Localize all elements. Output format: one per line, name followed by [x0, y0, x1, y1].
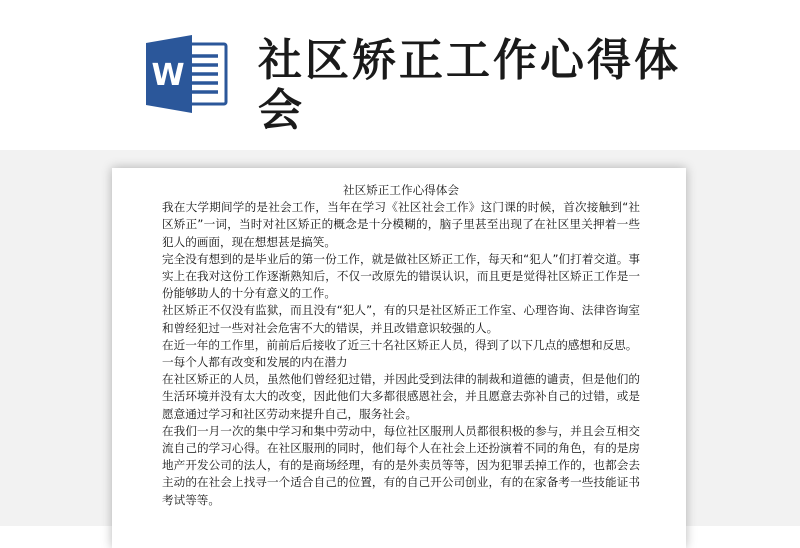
word-app-icon — [146, 35, 228, 113]
word-icon-letter: W — [151, 58, 185, 93]
header — [0, 0, 800, 150]
document-heading: 社区矫正工作心得体会 — [343, 183, 459, 197]
paragraph-1: 我在大学期间学的是社会工作，当年在学习《社区社会工作》这门课的时候，首次接触到“社区矫正”一词，当时对社区矫正的概念是十分模糊的，脑子里甚至出现了在社区里关押着一些犯人的画面，现在想想甚是搞笑。 — [162, 200, 640, 249]
paragraph-4: 在近一年的工作里，前前后后接收了近三十名社区矫正人员，得到了以下几点的感想和反思。 — [162, 337, 638, 352]
document-page — [112, 168, 686, 548]
document-body — [162, 182, 640, 509]
paragraph-3: 社区矫正不仅没有监狱，而且没有“犯人”，有的只是社区矫正工作室、心理咨询、法律咨询室和曾经犯过一些对社会危害不大的错误，并且改错意识较强的人。 — [162, 303, 640, 335]
page-title: 社区矫正工作心得体会 — [258, 35, 681, 136]
paragraph-5: 在社区矫正的人员，虽然他们曾经犯过错，并因此受到法律的制裁和道德的谴责，但是他们的生活环境并没有太大的改变，因此他们大多都很感恩社会，并且愿意去弥补自己的过错，或是愿意通过学习和社区劳动来提升自己，服务社会。 — [162, 372, 640, 421]
section-heading-1: 一每个人都有改变和发展的内在潜力 — [162, 355, 348, 370]
paragraph-2: 完全没有想到的是毕业后的第一份工作，就是做社区矫正工作，每天和“犯人”们打着交道。事实上在我对这份工作逐渐熟知后，不仅一改原先的错误认识，而且更是觉得社区矫正工作是一份能够助人的十分有意义的工作。 — [162, 251, 640, 301]
paragraph-6: 在我们一月一次的集中学习和集中劳动中，每位社区服刑人员都很积极的参与，并且会互相交流自己的学习心得。在社区服刑的同时，他们每个人在社会上还扮演着不同的角色，有的是房地产开发公司的法人，有的是商场经理，有的是外卖员等等，因为犯罪丢掉工作的，也都会去主动的在社会上找寻一个适合自己的位置，有的自己开公司创业，有的在家备考一些技能证书考试等等。 — [162, 423, 640, 507]
